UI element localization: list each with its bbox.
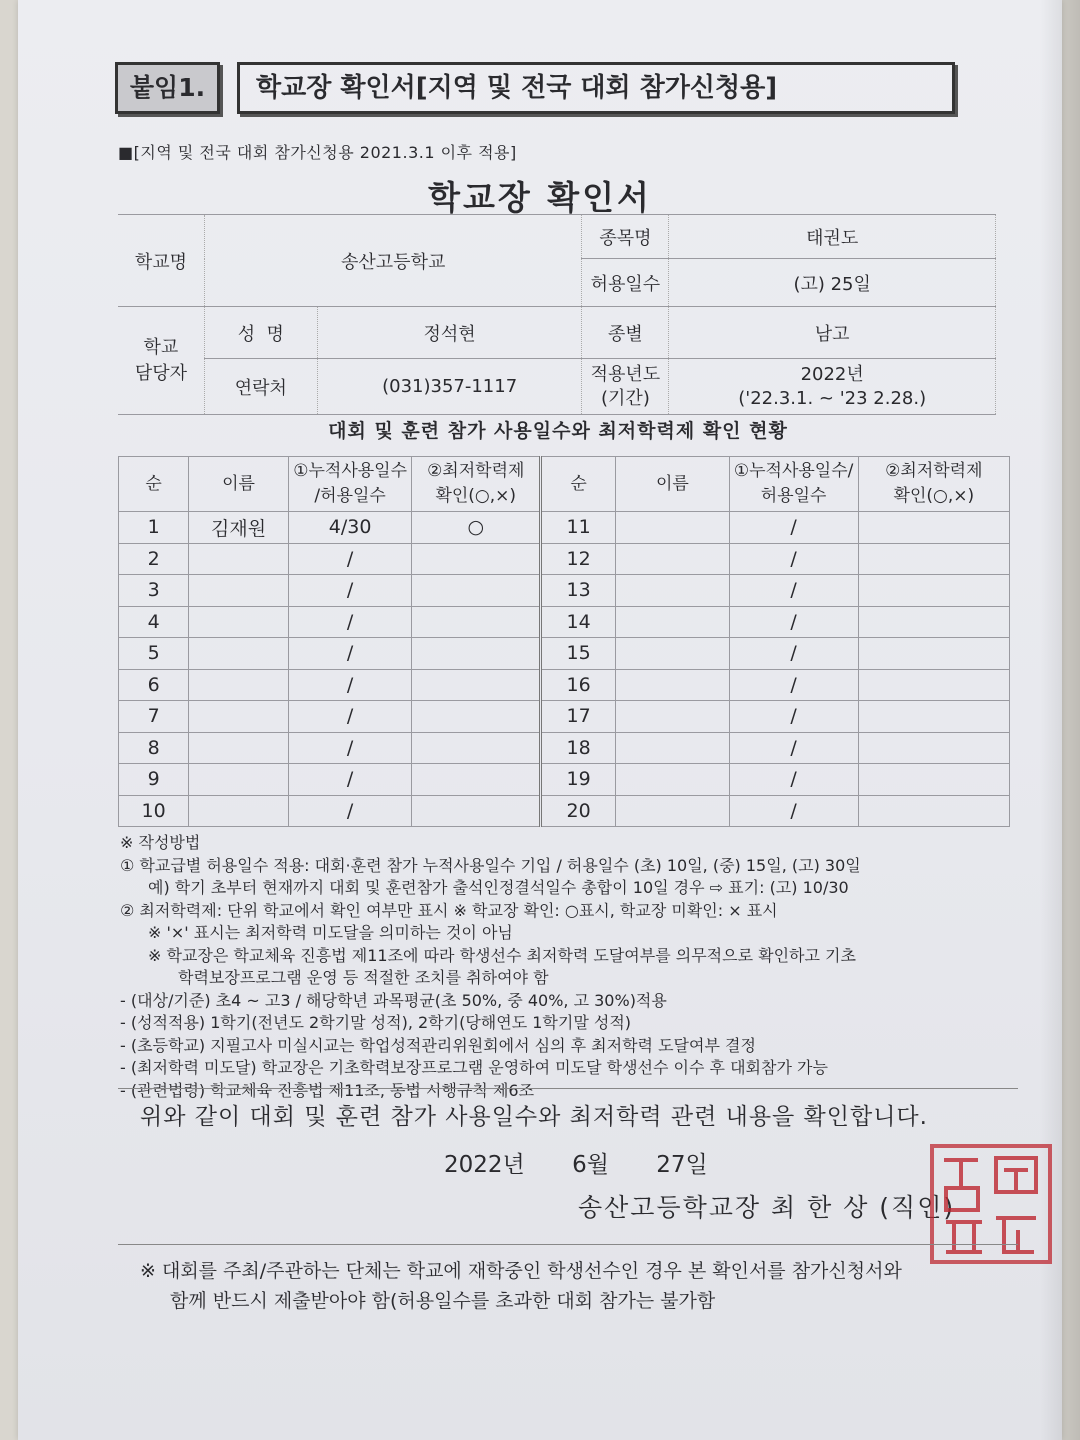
cell-check-2 bbox=[858, 732, 1009, 764]
cell-check-2 bbox=[858, 606, 1009, 638]
instruction-line: ① 학교급별 허용일수 적용: 대회·훈련 참가 누적사용일수 기입 / 허용일수 (초) 10일, (중) 15일, (고) 30일 bbox=[120, 855, 861, 875]
cell-days: 4/30 bbox=[288, 512, 412, 544]
cell-name bbox=[189, 638, 289, 670]
cell-name-2 bbox=[616, 512, 729, 544]
col-check-2: ②최저학력제 확인(○,×) bbox=[858, 457, 1009, 512]
instructions bbox=[120, 832, 1020, 1102]
cell-check-2 bbox=[858, 795, 1009, 827]
instruction-line: 학력보장프로그램 운영 등 적절한 조치를 취하여야 함 bbox=[178, 968, 549, 987]
cell-days-2: / bbox=[729, 575, 858, 607]
instruction-line: - (대상/기준) 초4 ~ 고3 / 해당학년 과목평균(초 50%, 중 40%, 고 30%)적용 bbox=[120, 990, 667, 1010]
col-days-2: ①누적사용일수/ 허용일수 bbox=[729, 457, 858, 512]
date-year: 2022년 bbox=[444, 1152, 525, 1178]
table-row bbox=[119, 512, 1010, 544]
year-label: 적용년도 (기간) bbox=[582, 359, 669, 415]
cell-name bbox=[189, 732, 289, 764]
cell-days: / bbox=[288, 701, 412, 733]
cell-name bbox=[189, 764, 289, 796]
cell-check-2 bbox=[858, 575, 1009, 607]
cell-check: ○ bbox=[412, 512, 541, 544]
cell-no-2: 17 bbox=[541, 701, 616, 733]
participation-table bbox=[118, 456, 1010, 827]
cell-check bbox=[412, 732, 541, 764]
cell-check bbox=[412, 543, 541, 575]
cell-days-2: / bbox=[729, 701, 858, 733]
cell-check bbox=[412, 764, 541, 796]
attachment-tag: 붙임1. bbox=[115, 62, 220, 114]
table-row bbox=[119, 764, 1010, 796]
instruction-line: - (최저학력 미도달) 학교장은 기초학력보장프로그램 운영하여 미도달 학생선수 이수 후 대회참가 가능 bbox=[120, 1058, 828, 1077]
cell-days: / bbox=[288, 795, 412, 827]
event-label: 종목명 bbox=[582, 215, 669, 259]
col-no: 순 bbox=[119, 457, 189, 512]
cell-no-2: 18 bbox=[541, 732, 616, 764]
footnote bbox=[140, 1256, 902, 1316]
instruction-line: 예) 학기 초부터 현재까지 대회 및 훈련참가 출석인정결석일수 총합이 10일 경우 ⇨ 표기: (고) 10/30 bbox=[148, 878, 849, 897]
table-row bbox=[119, 606, 1010, 638]
cell-check bbox=[412, 575, 541, 607]
issue-date bbox=[444, 1146, 748, 1179]
cell-no-2: 14 bbox=[541, 606, 616, 638]
divider bbox=[118, 1244, 1018, 1245]
cell-check-2 bbox=[858, 764, 1009, 796]
col-name: 이름 bbox=[189, 457, 289, 512]
cell-days-2: / bbox=[729, 669, 858, 701]
cell-name-2 bbox=[616, 575, 729, 607]
cell-no: 10 bbox=[119, 795, 189, 827]
official-seal-stamp bbox=[930, 1144, 1052, 1264]
cell-check-2 bbox=[858, 669, 1009, 701]
col-no-2: 순 bbox=[541, 457, 616, 512]
cell-check-2 bbox=[858, 701, 1009, 733]
cell-name-2 bbox=[616, 606, 729, 638]
school-label: 학교명 bbox=[118, 215, 204, 307]
cell-no-2: 19 bbox=[541, 764, 616, 796]
name-value: 정석현 bbox=[317, 307, 582, 359]
cell-days: / bbox=[288, 669, 412, 701]
cell-days: / bbox=[288, 764, 412, 796]
cell-days-2: / bbox=[729, 795, 858, 827]
cell-no-2: 11 bbox=[541, 512, 616, 544]
cell-days-2: / bbox=[729, 512, 858, 544]
cell-days: / bbox=[288, 575, 412, 607]
contact-person-label: 학교 담당자 bbox=[118, 307, 204, 415]
instruction-line: ※ 학교장은 학교체육 진흥법 제11조에 따라 학생선수 최저학력 도달여부를 의무적으로 확인하고 기초 bbox=[148, 945, 856, 965]
footnote-line: ※ 대회를 주최/주관하는 단체는 학교에 재학중인 학생선수인 경우 본 확인서를 참가신청서와 bbox=[140, 1260, 902, 1282]
table-row bbox=[119, 669, 1010, 701]
cell-check bbox=[412, 701, 541, 733]
cell-days-2: / bbox=[729, 606, 858, 638]
col-check: ②최저학력제 확인(○,×) bbox=[412, 457, 541, 512]
cell-no-2: 15 bbox=[541, 638, 616, 670]
cell-days-2: / bbox=[729, 732, 858, 764]
cell-name: 김재원 bbox=[189, 512, 289, 544]
cell-check bbox=[412, 606, 541, 638]
document-title: 학교장 확인서 bbox=[428, 178, 652, 217]
cell-check bbox=[412, 638, 541, 670]
cell-check bbox=[412, 795, 541, 827]
year-value: 2022년 ('22.3.1. ~ '23 2.28.) bbox=[669, 359, 996, 415]
cell-name bbox=[189, 575, 289, 607]
cell-check-2 bbox=[858, 638, 1009, 670]
cell-check-2 bbox=[858, 512, 1009, 544]
cell-no: 4 bbox=[119, 606, 189, 638]
cell-no: 5 bbox=[119, 638, 189, 670]
cell-no: 7 bbox=[119, 701, 189, 733]
table-row bbox=[119, 543, 1010, 575]
instruction-line: ② 최저학력제: 단위 학교에서 확인 여부만 표시 ※ 학교장 확인: ○표시, 학교장 미확인: × 표시 bbox=[120, 900, 778, 920]
cell-no: 6 bbox=[119, 669, 189, 701]
info-table bbox=[118, 214, 996, 415]
cell-no-2: 12 bbox=[541, 543, 616, 575]
date-day: 27일 bbox=[656, 1152, 708, 1178]
event-value: 태권도 bbox=[669, 215, 996, 259]
col-days: ①누적사용일수 /허용일수 bbox=[288, 457, 412, 512]
school-value: 송산고등학교 bbox=[204, 215, 582, 307]
phone-value: (031)357-1117 bbox=[317, 359, 582, 415]
gender-value: 남고 bbox=[669, 307, 996, 359]
applicability-note: ■[지역 및 전국 대회 참가신청용 2021.3.1 이후 적용] bbox=[118, 143, 517, 162]
instruction-line: - (성적적용) 1학기(전년도 2학기말 성적), 2학기(당해연도 1학기말 성적) bbox=[120, 1013, 632, 1032]
section-title: 대회 및 훈련 참가 사용일수와 최저학력제 확인 현황 bbox=[328, 420, 788, 442]
gender-label: 종별 bbox=[582, 307, 669, 359]
cell-days: / bbox=[288, 732, 412, 764]
cell-no: 3 bbox=[119, 575, 189, 607]
cell-days: / bbox=[288, 606, 412, 638]
cell-days-2: / bbox=[729, 764, 858, 796]
cell-no: 8 bbox=[119, 732, 189, 764]
cell-no: 9 bbox=[119, 764, 189, 796]
cell-check bbox=[412, 669, 541, 701]
instructions-heading: ※ 작성방법 bbox=[120, 833, 201, 852]
cell-no-2: 20 bbox=[541, 795, 616, 827]
allowed-label: 허용일수 bbox=[582, 259, 669, 307]
cell-name bbox=[189, 701, 289, 733]
name-label: 성 명 bbox=[204, 307, 317, 359]
cell-days: / bbox=[288, 638, 412, 670]
header-title: 학교장 확인서[지역 및 전국 대회 참가신청용] bbox=[237, 62, 955, 114]
table-row bbox=[119, 732, 1010, 764]
table-row bbox=[119, 701, 1010, 733]
cell-name bbox=[189, 669, 289, 701]
cell-name-2 bbox=[616, 638, 729, 670]
cell-no: 2 bbox=[119, 543, 189, 575]
phone-label: 연락처 bbox=[204, 359, 317, 415]
cell-name-2 bbox=[616, 764, 729, 796]
cell-days: / bbox=[288, 543, 412, 575]
cell-days-2: / bbox=[729, 543, 858, 575]
cell-name bbox=[189, 543, 289, 575]
cell-no: 1 bbox=[119, 512, 189, 544]
instruction-line: - (초등학교) 지필고사 미실시교는 학업성적관리위원회에서 심의 후 최저학력 도달여부 결정 bbox=[120, 1035, 756, 1055]
divider bbox=[118, 1088, 1018, 1089]
cell-name bbox=[189, 795, 289, 827]
cell-no-2: 16 bbox=[541, 669, 616, 701]
instruction-line: - (관련법령) 학교체육 진흥법 제11조, 동법 시행규칙 제6조 bbox=[120, 1080, 535, 1100]
cell-name-2 bbox=[616, 701, 729, 733]
footnote-line: 함께 반드시 제출받아야 함(허용일수를 초과한 대회 참가는 불가함 bbox=[170, 1290, 716, 1312]
cell-check-2 bbox=[858, 543, 1009, 575]
confirmation-statement: 위와 같이 대회 및 훈련 참가 사용일수와 최저학력 관련 내용을 확인합니다. bbox=[140, 1104, 928, 1130]
table-row bbox=[119, 795, 1010, 827]
cell-name-2 bbox=[616, 795, 729, 827]
cell-name-2 bbox=[616, 543, 729, 575]
cell-name-2 bbox=[616, 732, 729, 764]
instruction-line: ※ '×' 표시는 최저학력 미도달을 의미하는 것이 아님 bbox=[148, 923, 513, 942]
col-name-2: 이름 bbox=[616, 457, 729, 512]
cell-name bbox=[189, 606, 289, 638]
date-month: 6월 bbox=[572, 1152, 609, 1178]
table-row bbox=[119, 638, 1010, 670]
table-row bbox=[119, 575, 1010, 607]
principal-signature: 송산고등학교장 최 한 상 (직인) bbox=[578, 1193, 956, 1222]
cell-no-2: 13 bbox=[541, 575, 616, 607]
cell-name-2 bbox=[616, 669, 729, 701]
cell-days-2: / bbox=[729, 638, 858, 670]
allowed-value: (고) 25일 bbox=[669, 259, 996, 307]
